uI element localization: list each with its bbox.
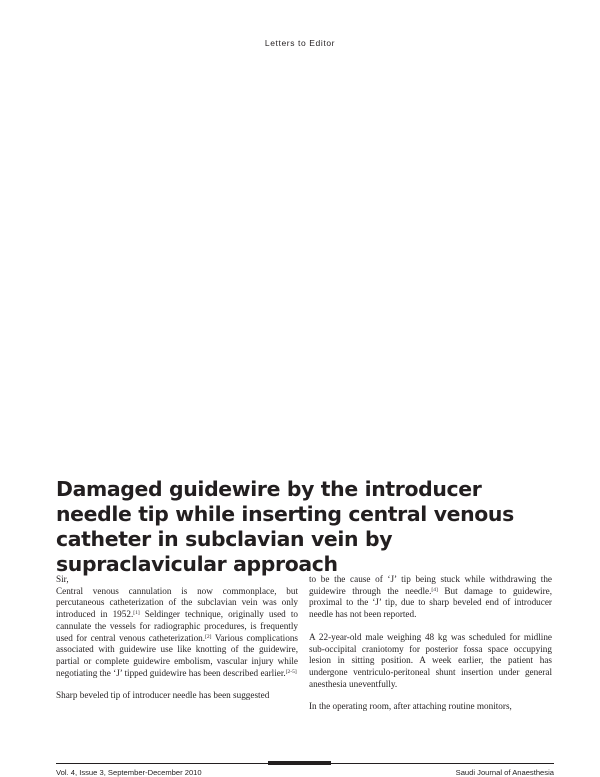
paragraph-text: But damage to guidewire, proximal to the ‘J’ tip, due to sharp beveled end of introducer needle has not been reported. [309, 585, 552, 620]
paragraph-text: Central venous cannulation is now commonplace, but percutaneous catheterization of the subclavian vein was only introduced in 1952. [56, 585, 298, 620]
footer-center-bar [268, 761, 331, 765]
citation-ref[interactable]: [2] [205, 633, 212, 640]
paragraph-continuation [309, 574, 552, 621]
paragraph-operating-room: In the operating room, after attaching routine monitors, [309, 701, 512, 712]
paragraph-intro [56, 586, 298, 680]
article-title: Damaged guidewire by the introducer needle tip while inserting central venous catheter in subclavian vein by supraclavicular approach [56, 477, 514, 576]
right-column [309, 574, 552, 724]
citation-ref[interactable]: [4] [431, 586, 438, 593]
paragraph-case: A 22-year-old male weighing 48 kg was scheduled for midline sub-occipital craniotomy for posterior fossa space occupying lesion in sitting position. A week earlier, the patient has undergone ventriculo-peritoneal shunt insertion under general anesthesia uneventfully. [309, 631, 552, 689]
citation-ref[interactable]: [1] [133, 610, 140, 617]
paragraph-text: Various complications associated with guidewire use like knotting of the guidewire, partial or complete guidewire embolism, vascular injury while negotiating the ‘J’ tipped guidewire has been described earlier. [56, 632, 298, 678]
footer-volume: Vol. 4, Issue 3, September-December 2010 [56, 768, 202, 777]
paragraph-text: to be the cause of ‘J’ tip being stuck while withdrawing the guidewire through the needle. [309, 574, 552, 596]
section-header: Letters to Editor [264, 38, 336, 48]
footer-journal: Saudi Journal of Anaesthesia [455, 768, 554, 777]
citation-ref[interactable]: [2-5] [285, 668, 297, 675]
paragraph-text: Seldinger technique, originally used to cannulate the vessels for radiographic procedures, is frequently used for central venous catheterization. [56, 609, 298, 643]
paragraph-bevel: Sharp beveled tip of introducer needle has been suggested [56, 690, 270, 701]
left-column [56, 574, 298, 713]
salutation: Sir, [56, 574, 69, 584]
